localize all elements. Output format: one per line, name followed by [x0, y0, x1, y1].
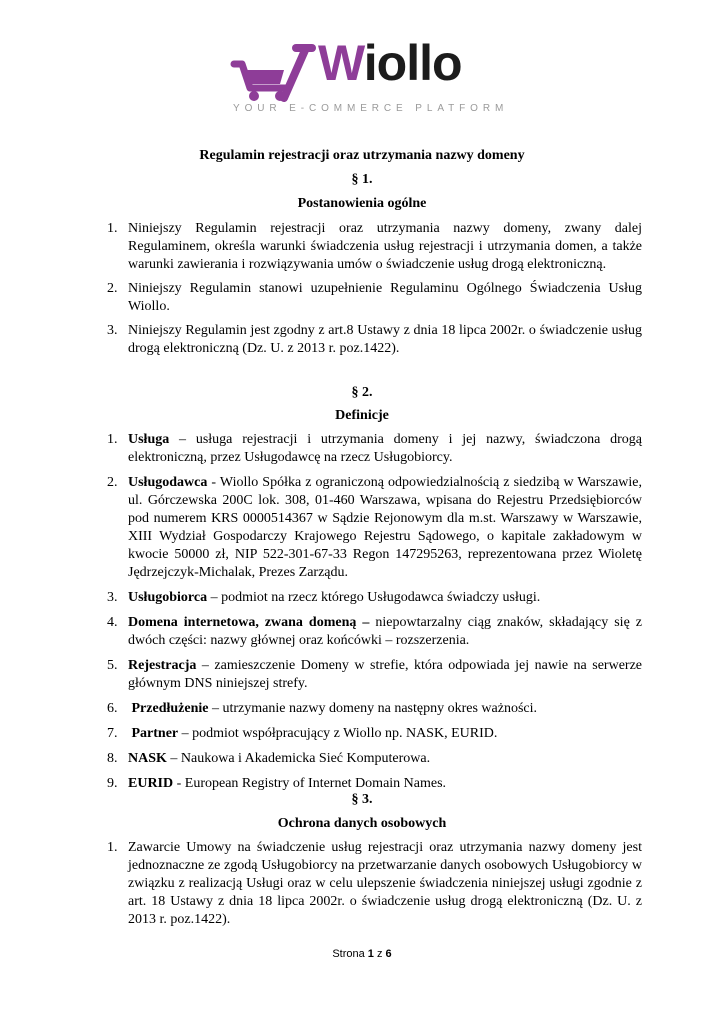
list-item: [107, 322, 642, 358]
item-term: Rejestracja: [128, 658, 197, 673]
item-definition: – Naukowa i Akademicka Sieć Komputerowa.: [166, 751, 431, 766]
item-number: 1.: [107, 221, 118, 236]
list-item: [107, 657, 642, 693]
item-text: Zawarcie Umowy na świadczenie usług rejestracji oraz utrzymania nazwy domeny jest jednoznaczne ze zgodą Usługobiorcy na przetwarzanie danych osobowych Usługobiorcy w związku z realizacją Usługi oraz w celu ulepszenie świadczenia niniejszej usługi zgodnie z art. 18 Ustawy z dnia 18 lipca 2002r. o świadczenie usług drogą elektroniczną (Dz. U. z 2013 r. poz.1422).: [128, 840, 642, 927]
item-term: Usługa: [128, 432, 170, 447]
page-footer: [0, 948, 724, 960]
current-page-number: 1: [367, 948, 374, 960]
item-definition: – podmiot na rzecz którego Usługodawca świadczy usługi.: [207, 590, 541, 605]
section-1-title: Postanowienia ogólne: [297, 196, 427, 211]
item-text: Niniejszy Regulamin jest zgodny z art.8 Ustawy z dnia 18 lipca 2002r. o świadczenie usług drogą elektroniczną (Dz. U. z 2013 r. poz.1422).: [128, 323, 642, 356]
item-term: NASK: [128, 751, 167, 766]
item-text: Niniejszy Regulamin stanowi uzupełnienie Regulaminu Ogólnego Świadczenia Usług Wiollo.: [128, 281, 642, 314]
item-text: [128, 700, 642, 718]
item-number: 1.: [107, 840, 118, 855]
section-3-list: [107, 839, 642, 929]
item-term: Przedłużenie: [131, 701, 209, 716]
list-item: [107, 589, 642, 607]
logo-tagline: YOUR E-COMMERCE PLATFORM: [233, 103, 509, 114]
item-text: Niniejszy Regulamin rejestracji oraz utrzymania nazwy domeny, zwany dalej Regulaminem, określa warunki świadczenia usług rejestracji i utrzymania domen, a także warunki zawierania i rozwiązywania umów o świadczenie usług drogą elektroniczną.: [128, 221, 642, 272]
item-text: [128, 614, 642, 650]
item-definition: – zamieszczenie Domeny w strefie, która odpowiada jej nawie na serwerze głównym DNS niniejszej strefy.: [128, 658, 642, 691]
section-2-title: Definicje: [335, 408, 389, 423]
item-definition: - European Registry of Internet Domain Names.: [173, 776, 447, 791]
item-number: 3.: [107, 590, 118, 605]
section-3-title: Ochrona danych osobowych: [277, 816, 447, 831]
item-definition: - Wiollo Spółka z ograniczoną odpowiedzialnością z siedzibą w Warszawie, ul. Górczewska 200C lok. 308, 01-460 Warszawa, wpisana do Rejestru Przedsiębiorców pod numerem KRS 0000514367 w Sądzie Rejonowym dla m.st. Warszawy w Warszawie, XIII Wydział Gospodarczy Krajowego Rejestru Sądowego, o kapitale zakładowym w kwocie 50000 zł, NIP 522-301-67-33 Regon 147295263, reprezentowana przez Wioletę Jędrzejczyk-Michalak, Prezes Zarządu.: [128, 475, 642, 580]
item-number: 9.: [107, 776, 118, 791]
item-number: 2.: [107, 475, 118, 490]
section-2-number: § 2.: [351, 385, 373, 400]
item-term: Domena internetowa, zwana domeną –: [128, 615, 370, 630]
list-item: [107, 750, 642, 768]
list-item: [107, 725, 642, 743]
item-number: 4.: [107, 615, 118, 630]
item-number: 8.: [107, 751, 118, 766]
item-term: Partner: [131, 726, 179, 741]
item-definition: niepowtarzalny ciąg znaków, składający się z dwóch części: nazwy głównej oraz końcówki – rozszerzenia.: [128, 615, 643, 648]
total-pages: 6: [385, 948, 392, 960]
item-number: 6.: [107, 701, 118, 716]
item-text: [128, 589, 642, 607]
logo-letters-rest: iollo: [363, 35, 462, 91]
item-text: [128, 725, 642, 743]
list-item: [107, 700, 642, 718]
item-number: 3.: [107, 323, 118, 338]
item-number: 5.: [107, 658, 118, 673]
item-number: 1.: [107, 432, 118, 447]
section-3-number: § 3.: [351, 792, 373, 807]
document-title: Regulamin rejestracji oraz utrzymania nazwy domeny: [199, 148, 525, 163]
item-text: [128, 657, 642, 693]
item-definition: – usługa rejestracji i utrzymania domeny i jej nazwy, świadczona drogą elektroniczną, przez Usługodawcę na rzecz Usługobiorcy.: [128, 432, 642, 465]
logo-wordmark: [318, 33, 462, 93]
list-item: [107, 839, 642, 929]
footer-separator: z: [373, 948, 386, 960]
item-number: 7.: [107, 726, 118, 741]
item-term: EURID: [128, 776, 174, 791]
list-item: [107, 431, 642, 467]
item-definition: – podmiot współpracujący z Wiollo np. NASK, EURID.: [178, 726, 498, 741]
footer-prefix: Strona: [332, 948, 368, 960]
item-term: Usługodawca: [128, 475, 208, 490]
list-item: [107, 280, 642, 316]
logo-letter-w: W: [318, 35, 364, 91]
item-term: Usługobiorca: [128, 590, 208, 605]
section-1-list: [107, 220, 642, 358]
item-definition: – utrzymanie nazwy domeny na następny okres ważności.: [208, 701, 537, 716]
item-text: [128, 750, 642, 768]
item-text: [128, 474, 642, 582]
list-item: [107, 220, 642, 274]
section-1-number: § 1.: [351, 172, 373, 187]
list-item: [107, 614, 642, 650]
section-2-list: [107, 431, 642, 793]
list-item: [107, 474, 642, 582]
item-text: [128, 431, 642, 467]
item-number: 2.: [107, 281, 118, 296]
